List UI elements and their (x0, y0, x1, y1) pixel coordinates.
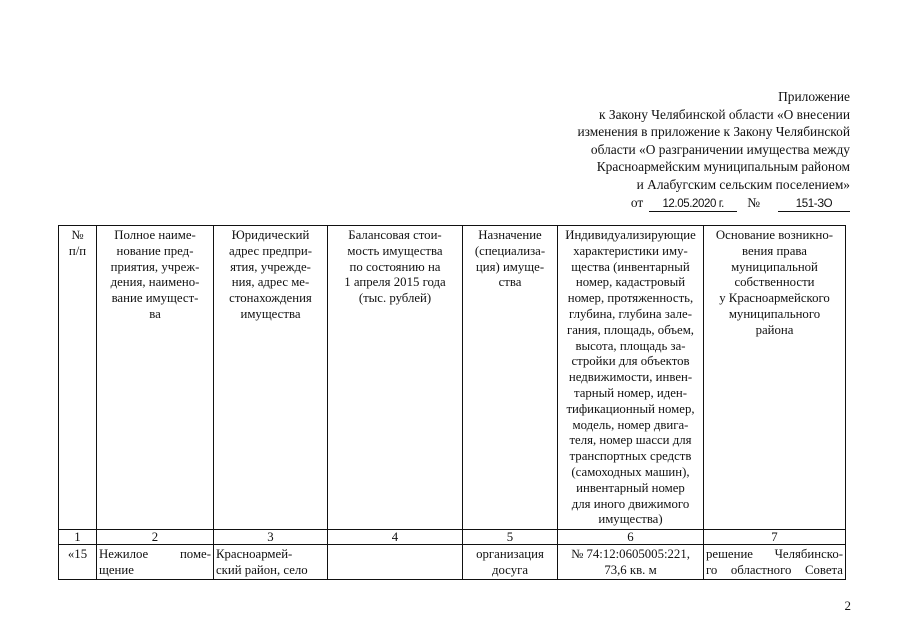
cell-address: Красноармей- ский район, село (214, 545, 328, 580)
property-table (58, 225, 846, 580)
law-date: 12.05.2020 г. (649, 198, 737, 212)
table-row (59, 545, 846, 580)
page-number: 2 (844, 598, 851, 613)
cell-purpose: организация досуга (463, 545, 558, 580)
appendix-line: области «О разграничении имущества между (590, 141, 850, 157)
column-numbers-row (59, 530, 846, 545)
column-number: 6 (558, 530, 704, 545)
number-label: № (747, 194, 760, 210)
cell-characteristics: № 74:12:0605005:221, 73,6 кв. м (558, 545, 704, 580)
appendix-header (510, 88, 850, 212)
from-label: от (630, 194, 644, 210)
law-date-number-line (510, 194, 850, 212)
column-number: 7 (704, 530, 846, 545)
column-number: 3 (214, 530, 328, 545)
cell-basis: решение Челябинско- го областного Совета (704, 545, 846, 580)
table-header-row (59, 226, 846, 530)
column-number: 1 (59, 530, 97, 545)
appendix-line: и Алабугским сельским поселением» (636, 176, 850, 192)
header-number: № п/п (59, 226, 97, 530)
header-purpose: Назначение (специализа- ция) имуще- ства (463, 226, 558, 530)
column-number: 5 (463, 530, 558, 545)
column-number: 2 (97, 530, 214, 545)
header-balance-value: Балансовая стои- мость имущества по состоянию на 1 апреля 2015 года (тыс. рублей) (328, 226, 463, 530)
cell-balance (328, 545, 463, 580)
cell-name: Нежилое поме- щение (97, 545, 214, 580)
appendix-title: Приложение (778, 89, 850, 104)
appendix-line: к Закону Челябинской области «О внесении (599, 106, 850, 122)
cell-number: «15 (59, 545, 97, 580)
appendix-line: изменения в приложение к Закону Челябинской (577, 124, 850, 140)
header-legal-address: Юридический адрес предпри- ятия, учрежде- ния, адрес ме- стонахождения имущества (214, 226, 328, 530)
appendix-line: Красноармейским муниципальным районом (596, 159, 850, 175)
header-full-name: Полное наиме- нование пред- приятия, учреж- дения, наимено- вание имущест- ва (97, 226, 214, 530)
header-ownership-basis: Основание возникно- вения права муниципальной собственности у Красноармейского муниципального района (704, 226, 846, 530)
column-number: 4 (328, 530, 463, 545)
header-characteristics: Индивидуализирующие характеристики иму- щества (инвентарный номер, кадастровый номер, протяженность, глубина, глубина зале- гания, площадь, объем, высота, площадь за- стройки для объектов недвижимости, инвен- тарный номер, иден- тификационный номер, модель, номер двига- теля, номер шасси для транспортных средств (самоходных машин), инвентарный номер для иного движимого имущества) (558, 226, 704, 530)
law-number: 151-ЗО (778, 198, 850, 212)
